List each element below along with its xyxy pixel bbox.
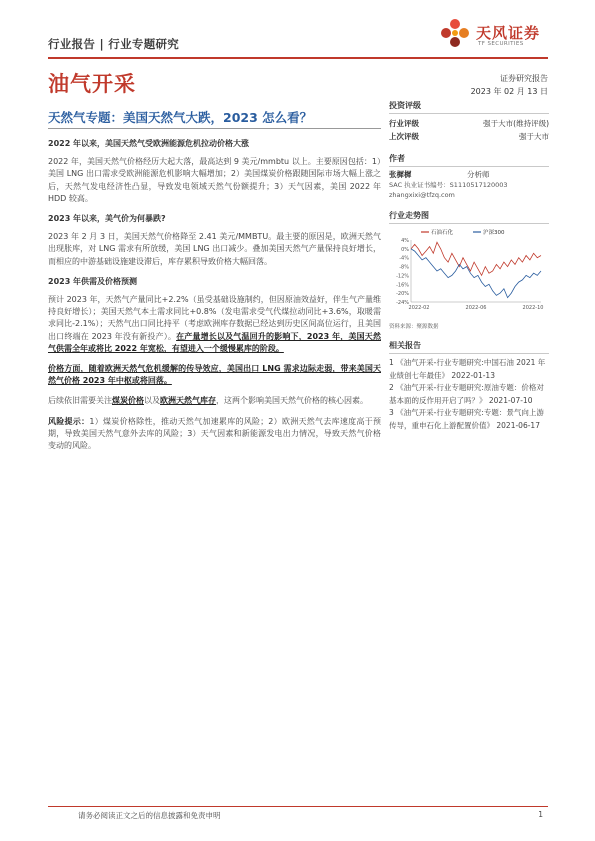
y-tick-label: 4% (401, 238, 409, 244)
rating-key: 行业评级 (389, 119, 419, 128)
related-label: 相关报告 (389, 340, 549, 354)
related-list (389, 357, 549, 432)
y-tick-label: -24% (396, 300, 409, 306)
highlight-text: 煤炭价格 (112, 396, 144, 406)
paragraph-text: 以及 (144, 396, 160, 406)
logo-icon (438, 16, 472, 50)
author-email[interactable]: zhangxixi@tfzq.com (389, 191, 455, 199)
trend-chart-svg (389, 228, 549, 320)
related-report-link[interactable]: 2 《油气开采-行业专题研究:原油专题：价格对基本面的反作用开启了吗？》 2021-07-10 (389, 383, 544, 405)
section-paragraph: 2022 年，美国天然气价格经历大起大落，最高达到 9 美元/mmbtu 以上。主要原因包括：1）美国 LNG 出口需求受欧洲能源危机影响大幅增加；2）美国煤炭价格跟随国际市场大幅上涨之后，天然气发电经济性凸显，导致发电领域天然气份额提升；3）天气因素，美国 2022 年 HDD 较高。 (48, 157, 381, 203)
chart-source: 资料来源：聚源数据 (389, 324, 439, 330)
trend-chart-label: 行业走势图 (389, 210, 549, 224)
legend-label: 沪深300 (483, 230, 505, 236)
highlight-text: 欧洲天然气库存 (160, 396, 216, 406)
footer-rule (48, 806, 548, 807)
risk-label: 风险提示： (48, 416, 90, 426)
section-paragraph: 2023 年 2 月 3 日，美国天然气价格降至 2.41 美元/MMBTU。最主要的原因是，欧洲天然气出现胀库，对 LNG 需求有所放缓，美国 LNG 出口减少。叠加美国天然气产量保持良好增长，而相应的中游基础设施建设滞后，库存累积导致价格大幅回落。 (48, 232, 381, 266)
report-date: 2023 年 02 月 13 日 (470, 87, 548, 96)
y-tick-label: -12% (396, 273, 409, 280)
section-paragraph (48, 363, 381, 387)
series-line-csi300 (411, 249, 541, 298)
company-logo (438, 14, 548, 54)
page-number: 1 (538, 810, 543, 819)
trend-chart (389, 228, 549, 320)
logo-text-cn: 天风证券 (476, 24, 541, 42)
risk-text: 1）煤炭价格除性，推动天然气加速累库的风险；2）欧洲天然气去库速度高于预期，导致美国天然气意外去库的风险；3）天气因素和新能源发电出力情况，导致天然气价格变动的风险。 (48, 416, 381, 451)
series-line-petrochem (411, 242, 541, 275)
highlight-text: 在产量增长以及气温回升的影响下，2023 年，美国天然气供需全年或将比 2022 年宽松，有望进入一个缓慢累库的阶段。 (48, 331, 381, 353)
x-tick-label: 2022-06 (465, 305, 487, 311)
report-title: 天然气专题：美国天然气大跌，2023 怎么看？ (48, 110, 313, 125)
main-content (48, 138, 381, 460)
breadcrumb: 行业报告 | 行业专题研究 (48, 37, 180, 51)
rating-row (389, 130, 549, 143)
related-report-link[interactable]: 1 《油气开采-行业专题研究:中国石油 2021 年业绩创七年最佳》 2022-01-13 (389, 358, 546, 380)
related-report-link[interactable]: 3 《油气开采-行业专题研究:专题：景气向上游传导，重申石化上游配置价值》 2021-06-17 (389, 408, 544, 430)
section-paragraph (48, 294, 381, 355)
author-label: 作者 (389, 153, 549, 167)
rating-key: 上次评级 (389, 132, 419, 141)
paragraph-text: ，这两个影响美国天然气价格的核心因素。 (216, 396, 368, 406)
author-name: 张樨樨 (389, 170, 412, 179)
sector-title: 油气开采 (48, 72, 136, 96)
y-tick-label: 0% (401, 246, 409, 253)
header-rule (48, 57, 548, 59)
section-heading: 2023 年以来，美气价为何暴跌? (48, 214, 166, 224)
sidebar (389, 100, 549, 432)
author-block (389, 170, 549, 200)
paragraph-text: 预计 2023 年，天然气产量同比+2.2%（虽受基础设施制约，但因原油效益好，伴生气产量维持良好增长）；美国天然气本土需求同比+0.8%（发电需求受气代煤拉动同比+3.6%，取暖需求同比-2.1%）；天然气出口同比持平（考虑欧洲库存数据已经达到历史区间高位运行，且美国出口终端在 2023 年没有新投产）。 (48, 295, 381, 341)
rating-value: 强于大市(维持评级) (483, 119, 549, 128)
title-rule (48, 128, 381, 129)
x-tick-label: 2022-10 (522, 305, 544, 311)
y-tick-label: -4% (399, 255, 409, 262)
section-heading: 2023 年供需及价格预测 (48, 276, 138, 286)
y-tick-label: -16% (396, 282, 409, 289)
author-cert: SAC 执业证书编号：S1110517120003 (389, 181, 508, 189)
footer-disclaimer: 请务必阅读正文之后的信息披露和免责申明 (78, 811, 221, 820)
x-tick-label: 2022-02 (408, 305, 430, 311)
paragraph-text: 后续依旧需要关注 (48, 396, 112, 406)
author-role: 分析师 (467, 170, 490, 179)
risk-paragraph (48, 416, 381, 453)
rating-label: 投资评级 (389, 100, 549, 114)
rating-value: 强于大市 (519, 132, 549, 141)
report-type: 证券研究报告 (500, 74, 548, 83)
highlight-text: 价格方面，随着欧洲天然气危机缓解的传导效应，美国出口 LNG 需求边际走弱，带来美国天然气价格 2023 年中枢或将回落。 (48, 364, 381, 386)
logo-text-en: TF SECURITIES (478, 41, 524, 47)
section-paragraph (48, 395, 381, 407)
y-tick-label: -20% (396, 291, 409, 298)
legend-label: 石油石化 (431, 230, 454, 236)
y-tick-label: -8% (399, 264, 409, 271)
rating-row (389, 117, 549, 130)
section-heading: 2022 年以来，美国天然气受欧洲能源危机拉动价格大涨 (48, 139, 250, 148)
